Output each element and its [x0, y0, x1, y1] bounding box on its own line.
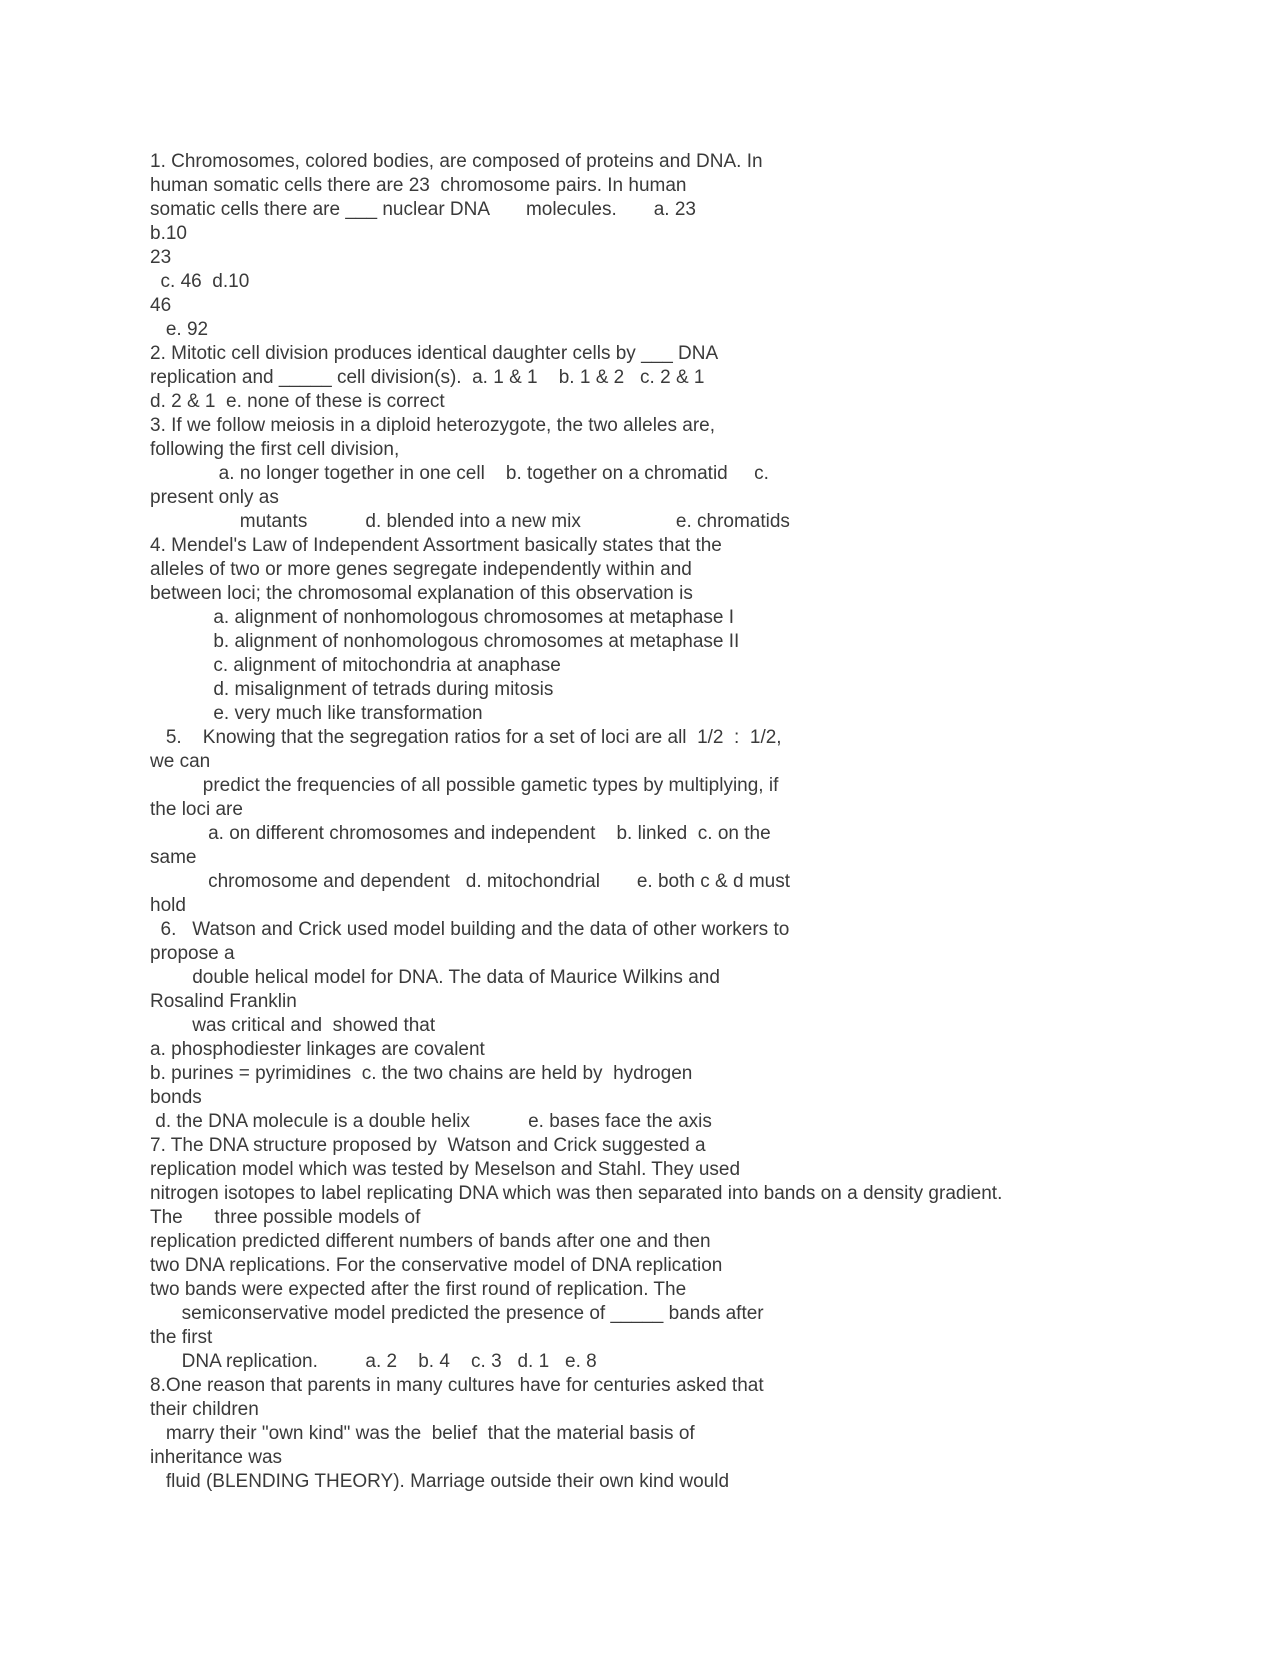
- text-line: was critical and showed that: [150, 1015, 436, 1036]
- text-line: two bands were expected after the first round of replication. The: [150, 1279, 687, 1300]
- text-line: e. 92: [150, 319, 209, 340]
- text-line: same: [150, 847, 197, 868]
- text-line: 2. Mitotic cell division produces identical daughter cells by ___ DNA: [150, 343, 719, 364]
- text-line: chromosome and dependent d. mitochondrial e. both c & d must: [150, 871, 790, 892]
- text-line: propose a: [150, 943, 235, 964]
- text-line: fluid (BLENDING THEORY). Marriage outside their own kind would: [150, 1471, 730, 1492]
- text-line: d. misalignment of tetrads during mitosis: [150, 679, 554, 700]
- text-line: following the first cell division,: [150, 439, 400, 460]
- text-line: mutants d. blended into a new mix e. chromatids: [150, 511, 790, 532]
- text-line: replication predicted different numbers of bands after one and then: [150, 1231, 711, 1252]
- text-line: somatic cells there are ___ nuclear DNA molecules. a. 23: [150, 199, 696, 220]
- text-line: Rosalind Franklin: [150, 991, 297, 1012]
- text-line: present only as: [150, 487, 279, 508]
- text-line: replication and _____ cell division(s). a. 1 & 1 b. 1 & 2 c. 2 & 1: [150, 367, 705, 388]
- text-line: 3. If we follow meiosis in a diploid heterozygote, the two alleles are,: [150, 415, 716, 436]
- text-line: alleles of two or more genes segregate independently within and: [150, 559, 692, 580]
- text-line: human somatic cells there are 23 chromosome pairs. In human: [150, 175, 687, 196]
- text-line: 5. Knowing that the segregation ratios for a set of loci are all 1/2 : 1/2,: [150, 727, 782, 748]
- text-line: 1. Chromosomes, colored bodies, are composed of proteins and DNA. In: [150, 151, 763, 172]
- text-line: b. purines = pyrimidines c. the two chains are held by hydrogen: [150, 1063, 693, 1084]
- text-line: 7. The DNA structure proposed by Watson and Crick suggested a: [150, 1135, 706, 1156]
- text-line: we can: [150, 751, 211, 772]
- text-line: hold: [150, 895, 186, 916]
- text-line: 46: [150, 295, 172, 316]
- text-line: predict the frequencies of all possible gametic types by multiplying, if: [150, 775, 779, 796]
- text-line: e. very much like transformation: [150, 703, 483, 724]
- text-line: c. alignment of mitochondria at anaphase: [150, 655, 561, 676]
- text-line: inheritance was: [150, 1447, 283, 1468]
- text-line: d. the DNA molecule is a double helix e. bases face the axis: [150, 1111, 712, 1132]
- text-line: d. 2 & 1 e. none of these is correct: [150, 391, 445, 412]
- text-line: a. phosphodiester linkages are covalent: [150, 1039, 485, 1060]
- text-line: the loci are: [150, 799, 243, 820]
- text-line: their children: [150, 1399, 259, 1420]
- text-line: replication model which was tested by Meselson and Stahl. They used: [150, 1159, 741, 1180]
- document-text-block: [150, 150, 1270, 1494]
- text-line: a. no longer together in one cell b. together on a chromatid c.: [150, 463, 769, 484]
- text-line: the first: [150, 1327, 213, 1348]
- text-line: a. alignment of nonhomologous chromosomes at metaphase I: [150, 607, 735, 628]
- text-line: nitrogen isotopes to label replicating DNA which was then separated into bands on a density gradient.: [150, 1183, 1003, 1204]
- text-line: c. 46 d.10: [150, 271, 250, 292]
- text-line: 8.One reason that parents in many cultures have for centuries asked that: [150, 1375, 764, 1396]
- text-line: b.10: [150, 223, 187, 244]
- text-line: 4. Mendel's Law of Independent Assortment basically states that the: [150, 535, 722, 556]
- text-line: a. on different chromosomes and independent b. linked c. on the: [150, 823, 771, 844]
- text-line: double helical model for DNA. The data of Maurice Wilkins and: [150, 967, 720, 988]
- text-line: two DNA replications. For the conservative model of DNA replication: [150, 1255, 723, 1276]
- text-line: b. alignment of nonhomologous chromosomes at metaphase II: [150, 631, 740, 652]
- text-line: 23: [150, 247, 172, 268]
- text-line: 6. Watson and Crick used model building and the data of other workers to: [150, 919, 790, 940]
- text-line: marry their "own kind" was the belief that the material basis of: [150, 1423, 695, 1444]
- text-line: DNA replication. a. 2 b. 4 c. 3 d. 1 e. 8: [150, 1351, 597, 1372]
- text-line: The three possible models of: [150, 1207, 421, 1228]
- text-line: semiconservative model predicted the presence of _____ bands after: [150, 1303, 764, 1324]
- text-line: bonds: [150, 1087, 202, 1108]
- text-line: between loci; the chromosomal explanation of this observation is: [150, 583, 693, 604]
